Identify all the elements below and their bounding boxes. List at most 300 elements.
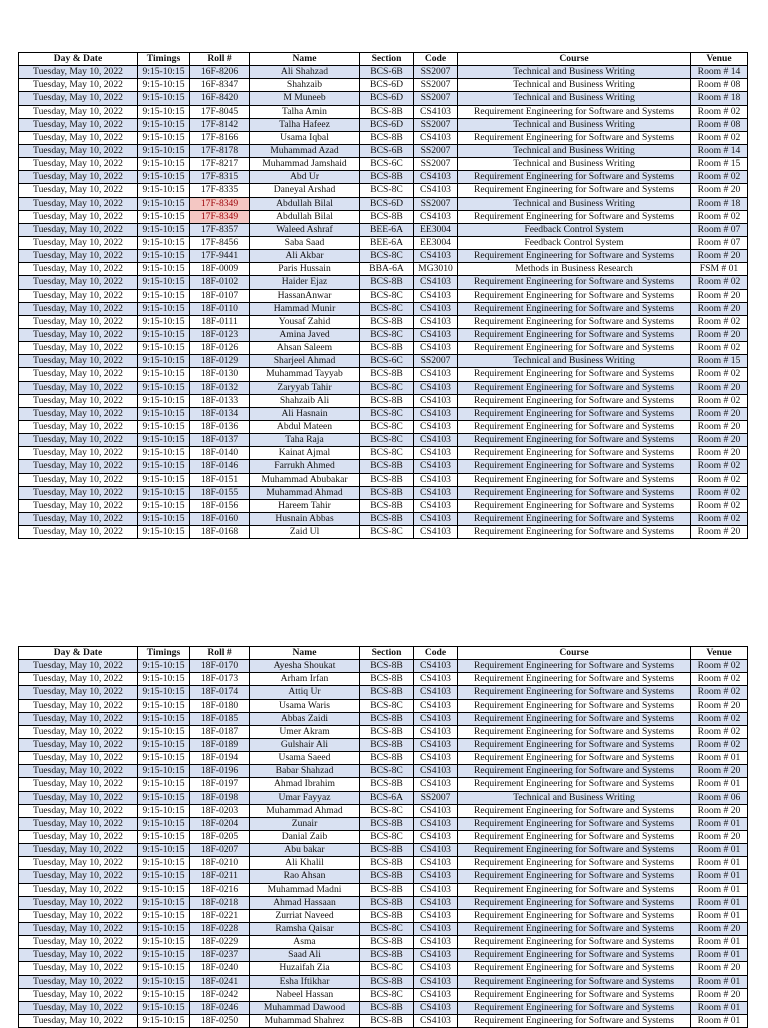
cell-day-date: Tuesday, May 10, 2022 [19,184,138,197]
table-row [19,512,748,525]
cell-venue: Room # 15 [691,355,748,368]
cell-timings: 9:15-10:15 [138,328,190,341]
cell-venue: Room # 01 [691,857,748,870]
cell-roll: 18F-0185 [190,712,250,725]
cell-day-date: Tuesday, May 10, 2022 [19,210,138,223]
cell-venue: Room # 08 [691,79,748,92]
cell-course: Technical and Business Writing [458,158,691,171]
cell-timings: 9:15-10:15 [138,988,190,1001]
cell-day-date: Tuesday, May 10, 2022 [19,144,138,157]
table-row [19,975,748,988]
cell-code: CS4103 [414,1001,458,1014]
cell-section: BCS-8B [360,1001,414,1014]
cell-timings: 9:15-10:15 [138,962,190,975]
cell-roll: 18F-0197 [190,778,250,791]
cell-venue: Room # 14 [691,144,748,157]
cell-section: BCS-6B [360,66,414,79]
cell-timings: 9:15-10:15 [138,922,190,935]
cell-day-date: Tuesday, May 10, 2022 [19,473,138,486]
cell-course: Requirement Engineering for Software and Systems [458,660,691,673]
cell-section: BCS-6A [360,791,414,804]
cell-section: BEE-6A [360,236,414,249]
cell-roll: 17F-8142 [190,118,250,131]
cell-venue: Room # 02 [691,171,748,184]
cell-venue: Room # 20 [691,922,748,935]
cell-timings: 9:15-10:15 [138,355,190,368]
cell-venue: Room # 20 [691,434,748,447]
cell-venue: Room # 02 [691,131,748,144]
cell-name: Muhammad Ahmad [250,486,360,499]
table-body [19,66,748,539]
cell-course: Technical and Business Writing [458,144,691,157]
cell-name: M Muneeb [250,92,360,105]
cell-name: Ayesha Shoukat [250,660,360,673]
cell-section: BCS-8C [360,250,414,263]
cell-code: CS4103 [414,473,458,486]
table-row [19,184,748,197]
cell-venue: Room # 20 [691,420,748,433]
table-row [19,922,748,935]
cell-course: Requirement Engineering for Software and Systems [458,420,691,433]
cell-day-date: Tuesday, May 10, 2022 [19,263,138,276]
table-row [19,499,748,512]
cell-roll: 18F-0129 [190,355,250,368]
cell-code: CS4103 [414,394,458,407]
cell-venue: Room # 02 [691,686,748,699]
cell-timings: 9:15-10:15 [138,447,190,460]
cell-timings: 9:15-10:15 [138,936,190,949]
cell-roll: 18F-0136 [190,420,250,433]
cell-roll: 17F-8315 [190,171,250,184]
cell-venue: Room # 18 [691,197,748,210]
cell-venue: Room # 01 [691,949,748,962]
cell-section: BCS-8B [360,975,414,988]
cell-name: Muhammad Shahrez [250,1014,360,1027]
cell-name: Ahmad Hassaan [250,896,360,909]
cell-name: Abd Ur [250,171,360,184]
cell-name: Muhammad Ahmad [250,804,360,817]
cell-course: Requirement Engineering for Software and Systems [458,988,691,1001]
cell-course: Requirement Engineering for Software and Systems [458,210,691,223]
table-row [19,236,748,249]
cell-name: Zaid Ul [250,526,360,539]
cell-day-date: Tuesday, May 10, 2022 [19,79,138,92]
cell-section: BCS-8B [360,738,414,751]
cell-section: BCS-6C [360,158,414,171]
header-venue: Venue [691,647,748,660]
cell-venue: Room # 20 [691,699,748,712]
cell-code: CS4103 [414,817,458,830]
table-header-row [19,647,748,660]
cell-section: BCS-8B [360,315,414,328]
cell-course: Requirement Engineering for Software and Systems [458,870,691,883]
cell-timings: 9:15-10:15 [138,830,190,843]
cell-course: Technical and Business Writing [458,197,691,210]
cell-code: SS2007 [414,791,458,804]
cell-code: EE3004 [414,223,458,236]
cell-timings: 9:15-10:15 [138,765,190,778]
cell-timings: 9:15-10:15 [138,66,190,79]
cell-section: BCS-8B [360,686,414,699]
cell-roll: 17F-8166 [190,131,250,144]
cell-venue: Room # 15 [691,158,748,171]
table-row [19,210,748,223]
cell-code: CS4103 [414,276,458,289]
cell-code: CS4103 [414,302,458,315]
cell-roll: 18F-0134 [190,407,250,420]
table-row [19,276,748,289]
cell-roll: 18F-0205 [190,830,250,843]
table-row [19,1014,748,1027]
cell-course: Requirement Engineering for Software and Systems [458,949,691,962]
cell-section: BCS-8B [360,473,414,486]
cell-course: Requirement Engineering for Software and Systems [458,289,691,302]
cell-code: CS4103 [414,673,458,686]
header-day-date: Day & Date [19,647,138,660]
cell-code: CS4103 [414,988,458,1001]
cell-section: BCS-8B [360,712,414,725]
header-section: Section [360,53,414,66]
cell-roll: 18F-0126 [190,342,250,355]
cell-name: Umar Fayyaz [250,791,360,804]
cell-roll: 17F-8217 [190,158,250,171]
cell-course: Technical and Business Writing [458,92,691,105]
cell-roll: 18F-0221 [190,909,250,922]
cell-roll: 18F-0132 [190,381,250,394]
cell-course: Requirement Engineering for Software and Systems [458,936,691,949]
cell-code: MG3010 [414,263,458,276]
cell-section: BCS-8C [360,962,414,975]
cell-roll: 16F-8206 [190,66,250,79]
cell-day-date: Tuesday, May 10, 2022 [19,158,138,171]
cell-code: CS4103 [414,342,458,355]
cell-roll: 18F-0170 [190,660,250,673]
cell-section: BCS-8B [360,673,414,686]
cell-course: Requirement Engineering for Software and Systems [458,1014,691,1027]
cell-course: Requirement Engineering for Software and Systems [458,1001,691,1014]
table-row [19,250,748,263]
cell-course: Requirement Engineering for Software and Systems [458,105,691,118]
cell-timings: 9:15-10:15 [138,738,190,751]
cell-timings: 9:15-10:15 [138,660,190,673]
cell-course: Requirement Engineering for Software and Systems [458,499,691,512]
table-row [19,368,748,381]
table-row [19,171,748,184]
cell-venue: FSM # 01 [691,263,748,276]
cell-course: Requirement Engineering for Software and Systems [458,171,691,184]
cell-roll: 18F-0151 [190,473,250,486]
cell-roll: 18F-0216 [190,883,250,896]
table-row [19,79,748,92]
cell-name: Abu bakar [250,844,360,857]
cell-day-date: Tuesday, May 10, 2022 [19,315,138,328]
cell-name: Asma [250,936,360,949]
cell-roll: 18F-0241 [190,975,250,988]
cell-code: CS4103 [414,289,458,302]
cell-timings: 9:15-10:15 [138,460,190,473]
cell-timings: 9:15-10:15 [138,210,190,223]
cell-timings: 9:15-10:15 [138,105,190,118]
cell-course: Requirement Engineering for Software and Systems [458,922,691,935]
cell-timings: 9:15-10:15 [138,250,190,263]
cell-name: Abdullah Bilal [250,197,360,210]
cell-code: SS2007 [414,79,458,92]
cell-timings: 9:15-10:15 [138,236,190,249]
cell-day-date: Tuesday, May 10, 2022 [19,896,138,909]
cell-course: Technical and Business Writing [458,66,691,79]
cell-course: Requirement Engineering for Software and Systems [458,909,691,922]
cell-day-date: Tuesday, May 10, 2022 [19,368,138,381]
cell-timings: 9:15-10:15 [138,1001,190,1014]
cell-code: CS4103 [414,315,458,328]
cell-name: Muhammad Madni [250,883,360,896]
schedule-table-1 [18,52,747,539]
cell-venue: Room # 02 [691,368,748,381]
cell-timings: 9:15-10:15 [138,223,190,236]
cell-name: Usama Iqbal [250,131,360,144]
cell-section: BCS-8B [360,909,414,922]
cell-day-date: Tuesday, May 10, 2022 [19,883,138,896]
cell-roll: 18F-0194 [190,752,250,765]
cell-code: CS4103 [414,975,458,988]
cell-code: CS4103 [414,328,458,341]
cell-course: Requirement Engineering for Software and Systems [458,394,691,407]
cell-venue: Room # 02 [691,460,748,473]
cell-section: BCS-6B [360,144,414,157]
cell-roll: 18F-0242 [190,988,250,1001]
cell-code: CS4103 [414,512,458,525]
cell-course: Feedback Control System [458,223,691,236]
cell-name: Hammad Munir [250,302,360,315]
table-row [19,857,748,870]
cell-venue: Room # 01 [691,896,748,909]
cell-roll: 17F-8349 [190,210,250,223]
cell-code: SS2007 [414,355,458,368]
cell-timings: 9:15-10:15 [138,804,190,817]
cell-name: Yousaf Zahid [250,315,360,328]
cell-venue: Room # 20 [691,289,748,302]
table-row [19,988,748,1001]
cell-day-date: Tuesday, May 10, 2022 [19,92,138,105]
cell-day-date: Tuesday, May 10, 2022 [19,434,138,447]
cell-name: Ahsan Saleem [250,342,360,355]
cell-timings: 9:15-10:15 [138,131,190,144]
table-row [19,158,748,171]
cell-course: Requirement Engineering for Software and Systems [458,830,691,843]
cell-day-date: Tuesday, May 10, 2022 [19,66,138,79]
cell-course: Requirement Engineering for Software and Systems [458,883,691,896]
cell-name: Rao Ahsan [250,870,360,883]
cell-day-date: Tuesday, May 10, 2022 [19,1014,138,1027]
cell-section: BEE-6A [360,223,414,236]
cell-section: BCS-8B [360,857,414,870]
cell-day-date: Tuesday, May 10, 2022 [19,936,138,949]
cell-code: CS4103 [414,526,458,539]
cell-section: BBA-6A [360,263,414,276]
cell-name: Umer Akram [250,725,360,738]
cell-roll: 17F-9441 [190,250,250,263]
cell-course: Requirement Engineering for Software and Systems [458,725,691,738]
cell-timings: 9:15-10:15 [138,844,190,857]
cell-roll: 18F-0187 [190,725,250,738]
cell-day-date: Tuesday, May 10, 2022 [19,105,138,118]
cell-name: Babar Shahzad [250,765,360,778]
cell-section: BCS-8B [360,499,414,512]
cell-roll: 17F-8335 [190,184,250,197]
cell-timings: 9:15-10:15 [138,1014,190,1027]
cell-roll: 16F-8347 [190,79,250,92]
cell-venue: Room # 20 [691,962,748,975]
cell-venue: Room # 02 [691,486,748,499]
cell-timings: 9:15-10:15 [138,342,190,355]
cell-roll: 17F-8045 [190,105,250,118]
cell-venue: Room # 01 [691,752,748,765]
cell-section: BCS-8B [360,342,414,355]
cell-day-date: Tuesday, May 10, 2022 [19,738,138,751]
cell-name: Ali Akbar [250,250,360,263]
cell-course: Requirement Engineering for Software and Systems [458,276,691,289]
cell-venue: Room # 02 [691,673,748,686]
cell-code: CS4103 [414,936,458,949]
cell-section: BCS-6C [360,355,414,368]
cell-name: Danial Zaib [250,830,360,843]
table-row [19,896,748,909]
cell-timings: 9:15-10:15 [138,752,190,765]
cell-code: SS2007 [414,92,458,105]
cell-venue: Room # 08 [691,118,748,131]
cell-code: CS4103 [414,699,458,712]
cell-roll: 18F-0180 [190,699,250,712]
table-row [19,870,748,883]
table-row [19,830,748,843]
cell-timings: 9:15-10:15 [138,486,190,499]
header-code: Code [414,53,458,66]
cell-timings: 9:15-10:15 [138,79,190,92]
cell-roll: 18F-0174 [190,686,250,699]
table-row [19,962,748,975]
cell-course: Requirement Engineering for Software and Systems [458,434,691,447]
cell-timings: 9:15-10:15 [138,158,190,171]
cell-section: BCS-8C [360,988,414,1001]
cell-name: Talha Hafeez [250,118,360,131]
cell-day-date: Tuesday, May 10, 2022 [19,276,138,289]
cell-name: Paris Hussain [250,263,360,276]
cell-section: BCS-8B [360,883,414,896]
cell-venue: Room # 01 [691,936,748,949]
cell-timings: 9:15-10:15 [138,725,190,738]
cell-day-date: Tuesday, May 10, 2022 [19,171,138,184]
cell-course: Requirement Engineering for Software and Systems [458,686,691,699]
table-row [19,1001,748,1014]
cell-name: Arham Irfan [250,673,360,686]
table-row [19,407,748,420]
cell-venue: Room # 20 [691,447,748,460]
cell-section: BCS-8C [360,381,414,394]
cell-name: Farrukh Ahmed [250,460,360,473]
cell-section: BCS-8B [360,105,414,118]
cell-code: CS4103 [414,844,458,857]
cell-code: SS2007 [414,158,458,171]
cell-roll: 18F-0211 [190,870,250,883]
cell-name: Shahzaib [250,79,360,92]
cell-section: BCS-8C [360,434,414,447]
cell-name: Sharjeel Ahmad [250,355,360,368]
cell-venue: Room # 07 [691,236,748,249]
header-name: Name [250,53,360,66]
cell-course: Requirement Engineering for Software and Systems [458,302,691,315]
cell-timings: 9:15-10:15 [138,420,190,433]
cell-section: BCS-8B [360,394,414,407]
cell-name: Kainat Ajmal [250,447,360,460]
cell-day-date: Tuesday, May 10, 2022 [19,844,138,857]
cell-course: Requirement Engineering for Software and Systems [458,526,691,539]
cell-venue: Room # 20 [691,250,748,263]
cell-section: BCS-8C [360,447,414,460]
cell-section: BCS-8C [360,526,414,539]
cell-name: Haider Ejaz [250,276,360,289]
cell-day-date: Tuesday, May 10, 2022 [19,660,138,673]
cell-roll: 18F-0229 [190,936,250,949]
cell-roll: 18F-0189 [190,738,250,751]
cell-venue: Room # 06 [691,791,748,804]
cell-timings: 9:15-10:15 [138,870,190,883]
cell-day-date: Tuesday, May 10, 2022 [19,118,138,131]
cell-venue: Room # 20 [691,765,748,778]
cell-section: BCS-8B [360,210,414,223]
cell-day-date: Tuesday, May 10, 2022 [19,857,138,870]
cell-roll: 18F-0237 [190,949,250,962]
cell-section: BCS-8B [360,725,414,738]
cell-day-date: Tuesday, May 10, 2022 [19,752,138,765]
table-row [19,92,748,105]
cell-code: CS4103 [414,922,458,935]
cell-venue: Room # 02 [691,315,748,328]
cell-timings: 9:15-10:15 [138,302,190,315]
table-row [19,936,748,949]
table-row [19,473,748,486]
cell-section: BCS-8B [360,844,414,857]
table-row [19,673,748,686]
table-row [19,144,748,157]
cell-course: Requirement Engineering for Software and Systems [458,407,691,420]
cell-name: Zunair [250,817,360,830]
cell-code: CS4103 [414,896,458,909]
cell-roll: 18F-0196 [190,765,250,778]
cell-timings: 9:15-10:15 [138,368,190,381]
cell-timings: 9:15-10:15 [138,778,190,791]
cell-venue: Room # 20 [691,804,748,817]
cell-course: Requirement Engineering for Software and Systems [458,342,691,355]
cell-code: CS4103 [414,804,458,817]
cell-name: Amina Javed [250,328,360,341]
cell-code: CS4103 [414,870,458,883]
cell-course: Requirement Engineering for Software and Systems [458,817,691,830]
cell-section: BCS-8B [360,870,414,883]
cell-code: CS4103 [414,962,458,975]
cell-day-date: Tuesday, May 10, 2022 [19,381,138,394]
table-row [19,197,748,210]
header-section: Section [360,647,414,660]
cell-day-date: Tuesday, May 10, 2022 [19,499,138,512]
cell-name: Abdullah Bilal [250,210,360,223]
cell-name: Saba Saad [250,236,360,249]
cell-timings: 9:15-10:15 [138,315,190,328]
cell-name: Husnain Abbas [250,512,360,525]
cell-section: BCS-6D [360,197,414,210]
cell-timings: 9:15-10:15 [138,526,190,539]
cell-roll: 18F-0133 [190,394,250,407]
cell-name: Shahzaib Ali [250,394,360,407]
